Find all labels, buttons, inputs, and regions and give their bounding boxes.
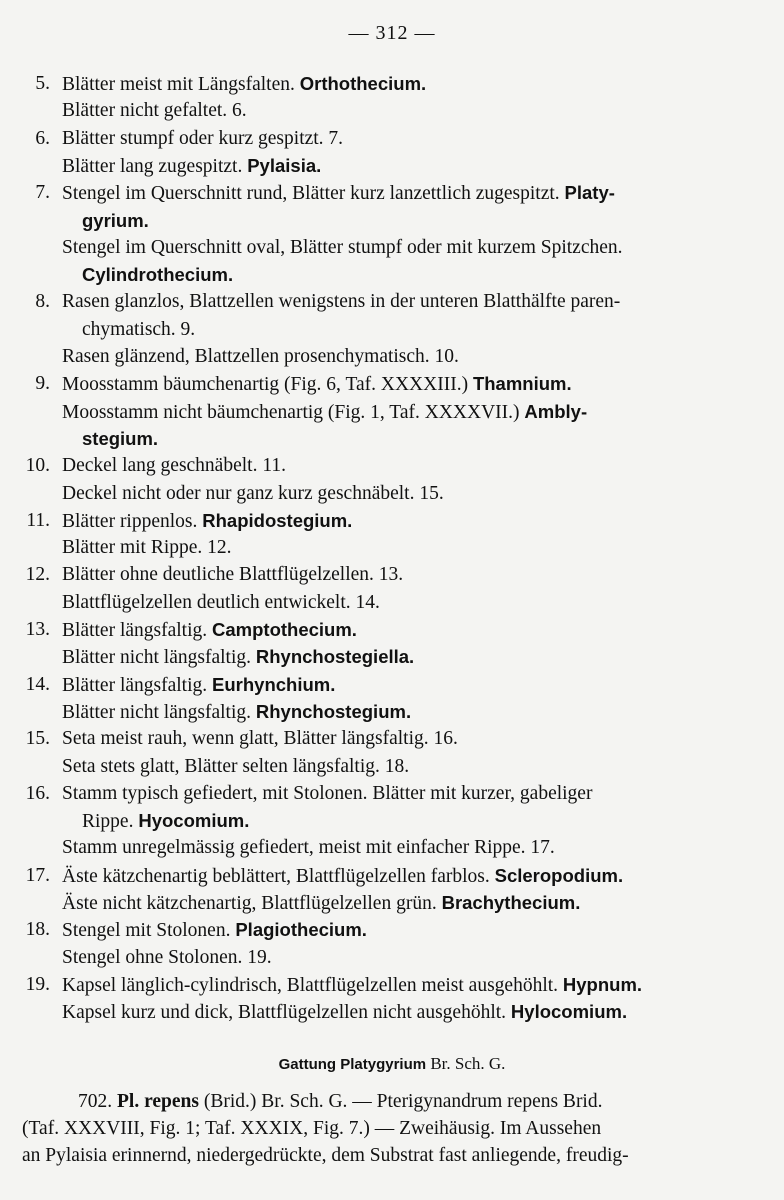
couplet-number: 16. bbox=[25, 782, 50, 804]
key-line-text bbox=[62, 482, 444, 506]
key-text-fragment: Blätter nicht gefaltet. 6. bbox=[62, 100, 247, 122]
key-line-text bbox=[62, 946, 272, 970]
key-line-text bbox=[62, 345, 459, 369]
key-text-fragment: Äste kätzchenartig beblättert, Blattflügelzellen farblos. bbox=[62, 865, 495, 887]
key-line-text bbox=[62, 99, 247, 123]
key-line-text bbox=[62, 372, 572, 397]
key-text-fragment: Moosstamm nicht bäumchenartig (Fig. 1, Taf. XXXXVII.) bbox=[62, 401, 525, 423]
key-text-fragment: Deckel nicht oder nur ganz kurz geschnäbelt. 15. bbox=[62, 482, 444, 504]
key-text-fragment: Blätter rippenlos. bbox=[62, 510, 203, 532]
genus-result: Pylaisia. bbox=[247, 154, 322, 176]
key-text-fragment: Blätter längsfaltig. bbox=[62, 674, 213, 696]
key-line-text bbox=[82, 263, 233, 288]
key-text-fragment: Blätter nicht längsfaltig. bbox=[62, 647, 256, 669]
species-line-3: an Pylaisia erinnernd, niedergedrückte, dem Substrat fast anliegende, freudig- bbox=[22, 1145, 629, 1166]
key-text-fragment: Blätter meist mit Längsfalten. bbox=[62, 74, 300, 95]
key-line-text bbox=[62, 72, 426, 97]
genus-result: stegium. bbox=[82, 427, 159, 449]
genus-result: Camptothecium. bbox=[212, 619, 357, 640]
couplet-number: 5. bbox=[35, 73, 50, 94]
genus-result: Brachythecium. bbox=[441, 892, 581, 913]
genus-authority: Br. Sch. G. bbox=[430, 1054, 506, 1073]
genus-result: Orthothecium. bbox=[299, 73, 427, 94]
key-line-text bbox=[62, 509, 352, 534]
genus-result: Ambly- bbox=[524, 400, 588, 422]
key-text-fragment: Stengel im Querschnitt rund, Blätter kurz lanzettlich zugespitzt. bbox=[62, 183, 565, 205]
key-line-text bbox=[62, 127, 343, 151]
key-line-text bbox=[62, 891, 580, 916]
key-text-fragment: Rippe. bbox=[82, 811, 139, 833]
genus-result: Plagiothecium. bbox=[235, 919, 367, 941]
key-line-text bbox=[82, 427, 158, 452]
key-text-fragment: Stamm unregelmässig gefiedert, meist mit einfacher Rippe. 17. bbox=[62, 837, 555, 859]
genus-heading bbox=[0, 1054, 784, 1074]
genus-result: Scleropodium. bbox=[494, 864, 624, 886]
key-line-text bbox=[62, 290, 620, 314]
key-line-text bbox=[62, 727, 458, 751]
key-line-text bbox=[62, 536, 232, 560]
key-line-text bbox=[62, 181, 615, 206]
genus-result: gyrium. bbox=[82, 209, 149, 231]
genus-result: Hylocomium. bbox=[510, 1001, 628, 1023]
key-text-fragment: Äste nicht kätzchenartig, Blattflügelzellen grün. bbox=[62, 893, 442, 914]
key-text-fragment: Seta stets glatt, Blätter selten längsfaltig. 18. bbox=[62, 755, 410, 777]
key-line-text bbox=[82, 209, 149, 234]
key-line-text bbox=[62, 400, 587, 425]
key-line-text bbox=[62, 755, 409, 779]
key-text-fragment: Rasen glanzlos, Blattzellen wenigstens in der unteren Blatthälfte paren- bbox=[62, 291, 621, 313]
genus-result: Platy- bbox=[564, 182, 615, 204]
key-line-text bbox=[62, 645, 414, 670]
key-line-text bbox=[82, 318, 195, 342]
couplet-number: 9. bbox=[35, 373, 50, 395]
key-line-text bbox=[62, 700, 411, 725]
key-text-fragment: Blätter längsfaltig. bbox=[62, 620, 213, 641]
couplet-number: 12. bbox=[25, 564, 50, 586]
couplet-number: 14. bbox=[25, 673, 50, 695]
genus-result: Hypnum. bbox=[562, 973, 643, 995]
key-line-text bbox=[62, 918, 367, 943]
key-text-fragment: Blätter ohne deutliche Blattflügelzellen. 13. bbox=[62, 564, 404, 586]
genus-name: Gattung Platygyrium bbox=[278, 1056, 427, 1073]
key-text-fragment: Kapsel kurz und dick, Blattflügelzellen nicht ausgehöhlt. bbox=[62, 1002, 511, 1024]
genus-result: Thamnium. bbox=[472, 373, 572, 395]
key-text-fragment: Deckel lang geschnäbelt. 11. bbox=[62, 455, 286, 477]
couplet-number: 13. bbox=[25, 619, 50, 640]
key-text-fragment: Blätter mit Rippe. 12. bbox=[62, 537, 232, 559]
genus-result: Eurhynchium. bbox=[212, 673, 336, 695]
key-line-text bbox=[62, 836, 555, 860]
species-description bbox=[22, 1088, 758, 1169]
key-text-fragment: Blattflügelzellen deutlich entwickelt. 14. bbox=[62, 591, 380, 613]
page-number: — 312 — bbox=[348, 22, 436, 44]
key-line-text bbox=[62, 236, 623, 260]
key-text-fragment: Stengel im Querschnitt oval, Blätter stumpf oder mit kurzem Spitzchen. bbox=[62, 236, 623, 258]
key-line-text bbox=[62, 618, 357, 643]
key-line-text bbox=[62, 782, 592, 806]
couplet-number: 19. bbox=[25, 973, 50, 995]
key-line-text bbox=[62, 563, 403, 587]
key-text-fragment: Moosstamm bäumchenartig (Fig. 6, Taf. XXXXIII.) bbox=[62, 374, 473, 396]
key-line-text bbox=[62, 154, 321, 179]
key-line-text bbox=[62, 973, 642, 998]
genus-result: Rhynchostegium. bbox=[255, 700, 412, 722]
species-text-fragment: (Brid.) Br. Sch. G. — Pterigynandrum repens Brid. bbox=[198, 1091, 603, 1112]
genus-result: Cylindrothecium. bbox=[82, 264, 234, 286]
key-line-text bbox=[62, 1000, 627, 1025]
key-text-fragment: chymatisch. 9. bbox=[82, 318, 196, 340]
key-text-fragment: Stamm typisch gefiedert, mit Stolonen. Blätter mit kurzer, gabeliger bbox=[62, 782, 593, 804]
key-line-text bbox=[62, 673, 335, 698]
species-line-2: (Taf. XXXVIII, Fig. 1; Taf. XXXIX, Fig. 7.) — Zweihäusig. Im Aussehen bbox=[22, 1118, 602, 1139]
couplet-number: 11. bbox=[26, 509, 50, 531]
couplet-number: 8. bbox=[35, 291, 50, 313]
couplet-number: 6. bbox=[35, 127, 50, 149]
key-text-fragment: Blätter nicht längsfaltig. bbox=[62, 701, 256, 723]
couplet-number: 7. bbox=[35, 182, 50, 204]
key-line-text bbox=[62, 864, 623, 889]
genus-result: Hyocomium. bbox=[138, 810, 250, 832]
species-name: Pl. repens bbox=[117, 1091, 199, 1112]
genus-result: Rhynchostegiella. bbox=[255, 646, 415, 668]
key-line-text bbox=[62, 591, 380, 615]
genus-result: Rhapidostegium. bbox=[202, 509, 353, 531]
couplet-number: 10. bbox=[25, 455, 50, 477]
couplet-number: 15. bbox=[25, 728, 50, 750]
key-text-fragment: Stengel ohne Stolonen. 19. bbox=[62, 946, 272, 968]
key-text-fragment: Stengel mit Stolonen. bbox=[62, 920, 236, 942]
species-line-1 bbox=[22, 1088, 758, 1115]
couplet-number: 17. bbox=[25, 864, 50, 886]
couplet-number: 18. bbox=[25, 919, 50, 941]
key-text-fragment: Kapsel länglich-cylindrisch, Blattflügelzellen meist ausgehöhlt. bbox=[62, 974, 563, 996]
species-text-fragment: 702. bbox=[78, 1091, 117, 1112]
key-line-text bbox=[82, 809, 249, 834]
key-text-fragment: Blätter lang zugespitzt. bbox=[62, 155, 248, 177]
key-line-text bbox=[62, 454, 286, 478]
key-text-fragment: Rasen glänzend, Blattzellen prosenchymatisch. 10. bbox=[62, 346, 459, 367]
key-text-fragment: Blätter stumpf oder kurz gespitzt. 7. bbox=[62, 127, 344, 149]
key-text-fragment: Seta meist rauh, wenn glatt, Blätter längsfaltig. 16. bbox=[62, 728, 458, 750]
